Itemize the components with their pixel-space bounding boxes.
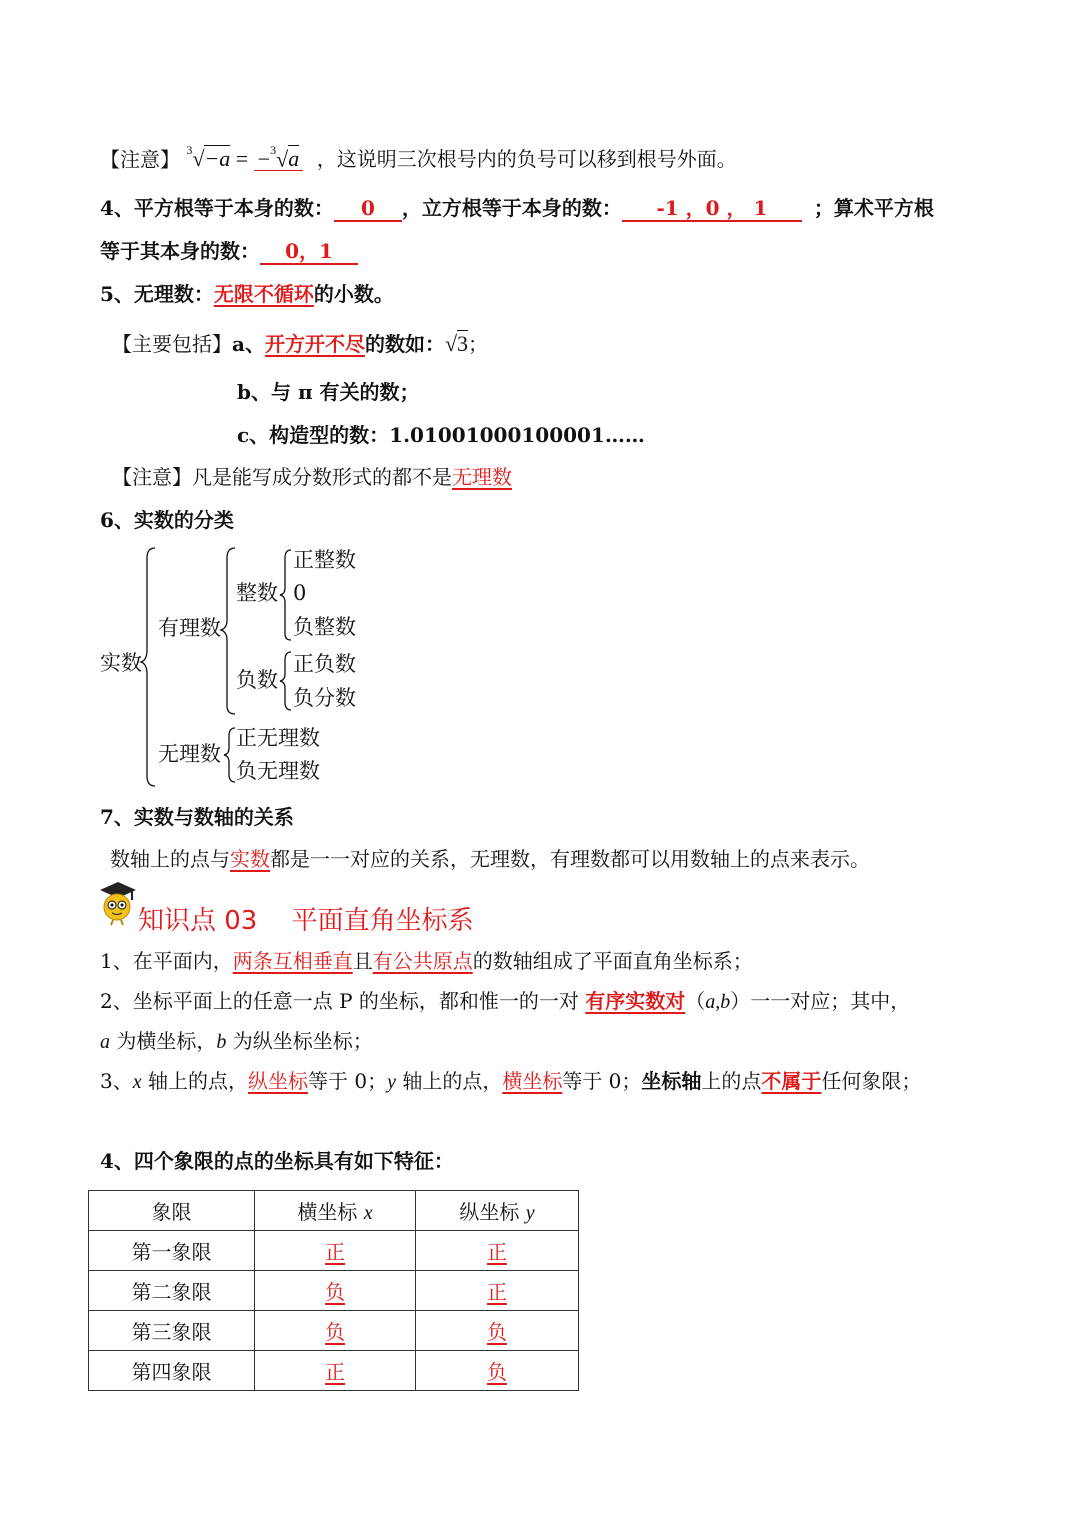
s3-item-1 bbox=[100, 951, 753, 971]
pair-open: （ bbox=[685, 989, 706, 1013]
irrational-def-highlight: 无限不循环 bbox=[213, 282, 314, 306]
includes-prefix: 【主要包括】 bbox=[112, 332, 232, 356]
s3-item-3-bold: 坐标轴 bbox=[641, 1069, 702, 1093]
section-title: 知识点 03 平面直角坐标系 bbox=[138, 906, 474, 936]
note2-highlight: 无理数 bbox=[452, 465, 512, 489]
var-a-text: 为横坐标， bbox=[110, 1029, 217, 1053]
tree-irrational: 无理数 bbox=[158, 742, 221, 766]
fraction-brace bbox=[280, 652, 291, 710]
sqrt-example bbox=[445, 330, 468, 356]
blank-cube-root: -1 ，0 ， 1 bbox=[622, 198, 802, 222]
tree-neg-irr: 负无理数 bbox=[236, 759, 320, 783]
includes-a-tail: 的数如： bbox=[364, 332, 445, 356]
root-index: 3 bbox=[186, 143, 193, 157]
item-4 bbox=[100, 198, 934, 222]
row-3-quadrant: 第三象限 bbox=[89, 1311, 255, 1351]
item-4-tail: ；算术平方根 bbox=[813, 196, 934, 220]
var-y: y bbox=[387, 1071, 396, 1093]
item-4-label: 4、平方根等于本身的数： bbox=[100, 196, 334, 220]
item-4-line2-text: 等于其本身的数： bbox=[100, 239, 260, 263]
note-prefix: 【注意】 bbox=[100, 147, 180, 172]
radical-sign-icon: √ bbox=[192, 146, 205, 172]
s3-item-3-h1: 纵坐标 bbox=[247, 1069, 308, 1093]
s3-item-4-label: 4、四个象限的点的坐标具有如下特征： bbox=[100, 1149, 454, 1173]
root-brace bbox=[141, 548, 155, 786]
row-2-quadrant: 第二象限 bbox=[89, 1271, 255, 1311]
classification-tree bbox=[95, 540, 395, 795]
tree-zero: 0 bbox=[293, 581, 307, 605]
header-x-var: x bbox=[363, 1202, 373, 1224]
radical-sign-icon: √ bbox=[444, 331, 458, 356]
rhs-index: 3 bbox=[270, 143, 277, 157]
rhs-radicand: a bbox=[288, 146, 300, 172]
item-7-pre: 数轴上的点与 bbox=[110, 847, 230, 871]
s3-item-3-t1: 轴上的点， bbox=[141, 1069, 248, 1093]
item-5-tail: 的小数。 bbox=[313, 282, 394, 306]
item-6-label: 6、实数的分类 bbox=[100, 508, 234, 532]
s3-item-1-pre: 1、在平面内， bbox=[100, 949, 233, 973]
row-4-quadrant: 第四象限 bbox=[89, 1351, 255, 1391]
header-quadrant bbox=[89, 1191, 255, 1231]
s3-item-1-mid: 且 bbox=[352, 949, 373, 973]
s3-item-2-line2 bbox=[100, 1031, 373, 1052]
note2-text: 凡是能写成分数形式的都不是 bbox=[192, 465, 452, 489]
tree-integer: 整数 bbox=[236, 581, 278, 605]
tree-neg-frac: 负分数 bbox=[293, 686, 356, 710]
item-4-line2 bbox=[100, 241, 358, 265]
tree-neg-int: 负整数 bbox=[293, 615, 356, 639]
var-x: x bbox=[132, 1071, 142, 1093]
tree-rational: 有理数 bbox=[158, 616, 221, 640]
item-7-tail: 都是一一对应的关系，无理数，有理数都可以用数轴上的点来表示。 bbox=[270, 847, 870, 871]
includes-b: b、与 π 有关的数； bbox=[237, 380, 420, 404]
rational-brace bbox=[221, 548, 235, 714]
row-4-y: 负 bbox=[487, 1360, 507, 1384]
item-5-label: 5、无理数： bbox=[100, 282, 214, 306]
irrational-brace bbox=[224, 728, 235, 782]
includes-c: c、构造型的数：1.01001000100001…… bbox=[237, 423, 645, 447]
s3-item-1-h1: 两条互相垂直 bbox=[232, 949, 353, 973]
pair-ab: a,b bbox=[705, 991, 731, 1013]
quadrant-table bbox=[88, 1190, 579, 1391]
pair-close: ）一一对应；其中， bbox=[730, 989, 911, 1013]
table-row bbox=[89, 1231, 579, 1271]
sqrt-example-value: 3 bbox=[457, 331, 469, 356]
header-y-var: y bbox=[525, 1202, 535, 1224]
blank-arith-root: 0，1 bbox=[260, 241, 358, 265]
table-row bbox=[89, 1271, 579, 1311]
var-b: b bbox=[216, 1031, 227, 1053]
item-7-highlight: 实数 bbox=[230, 847, 270, 871]
s3-item-1-h2: 有公共原点 bbox=[372, 949, 473, 973]
var-a: a bbox=[100, 1031, 110, 1053]
s3-item-2-highlight: 有序实数对 bbox=[585, 989, 686, 1013]
rhs-sign: − bbox=[257, 146, 271, 172]
s3-item-3-t6: 任何象限； bbox=[821, 1069, 922, 1093]
tree-root: 实数 bbox=[100, 651, 142, 675]
s3-item-2-pre: 2、坐标平面上的任意一点 P 的坐标，都和惟一的一对 bbox=[100, 989, 586, 1013]
s3-item-3-t2: 等于 0； bbox=[307, 1069, 388, 1093]
header-y bbox=[416, 1191, 579, 1231]
row-2-y: 正 bbox=[487, 1280, 507, 1304]
radical-sign-icon: √ bbox=[276, 146, 289, 172]
s3-item-3-t5: 上的点 bbox=[701, 1069, 762, 1093]
row-1-y: 正 bbox=[487, 1240, 507, 1264]
s3-item-3 bbox=[100, 1071, 921, 1092]
table-header-row bbox=[89, 1191, 579, 1231]
includes-a-end: ； bbox=[468, 332, 489, 356]
tree-fraction: 负数 bbox=[236, 668, 278, 692]
s3-item-2 bbox=[100, 991, 910, 1012]
table-row bbox=[89, 1311, 579, 1351]
s3-item-1-tail: 的数轴组成了平面直角坐标系； bbox=[472, 949, 753, 973]
table-row bbox=[89, 1351, 579, 1391]
includes-a-label: a、 bbox=[232, 332, 265, 356]
includes-a bbox=[112, 333, 488, 355]
s3-item-3-h3: 不属于 bbox=[761, 1069, 822, 1093]
var-b-text: 为纵坐标坐标； bbox=[226, 1029, 373, 1053]
rhs-blank bbox=[254, 143, 304, 172]
row-3-x: 负 bbox=[325, 1320, 345, 1344]
row-3-y: 负 bbox=[487, 1320, 507, 1344]
radicand: −a bbox=[204, 146, 231, 172]
integer-brace bbox=[280, 550, 291, 640]
row-2-x: 负 bbox=[325, 1280, 345, 1304]
note-cube-root bbox=[100, 143, 737, 172]
header-quadrant-text: 象限 bbox=[151, 1200, 192, 1224]
row-1-x: 正 bbox=[325, 1240, 345, 1264]
note2-prefix: 【注意】 bbox=[112, 465, 192, 489]
tree-pos-int: 正整数 bbox=[293, 548, 356, 572]
row-4-x: 正 bbox=[325, 1360, 345, 1384]
blank-square-root: 0 bbox=[334, 198, 402, 222]
row-1-quadrant: 第一象限 bbox=[89, 1231, 255, 1271]
s3-item-3-t3: 轴上的点， bbox=[395, 1069, 503, 1093]
equals-sign: = bbox=[235, 146, 249, 172]
tree-pos-frac: 正负数 bbox=[293, 652, 356, 676]
item-4-mid: ，立方根等于本身的数： bbox=[401, 196, 622, 220]
scholar-mascot-icon bbox=[96, 880, 138, 926]
header-y-text: 纵坐标 bbox=[459, 1200, 520, 1224]
cube-root-expression bbox=[186, 143, 308, 172]
item-7-body bbox=[110, 849, 870, 869]
header-x bbox=[255, 1191, 416, 1231]
s3-item-3-pre: 3、 bbox=[100, 1069, 133, 1093]
item-7-label: 7、实数与数轴的关系 bbox=[100, 805, 294, 829]
note-irrational bbox=[112, 467, 512, 487]
s3-item-3-t4: 等于 0； bbox=[562, 1069, 642, 1093]
item-5 bbox=[100, 284, 394, 304]
tree-pos-irr: 正无理数 bbox=[236, 726, 320, 750]
includes-a-highlight: 开方开不尽 bbox=[264, 332, 365, 356]
s3-item-3-h2: 横坐标 bbox=[502, 1069, 563, 1093]
note-text: ，这说明三次根号内的负号可以移到根号外面。 bbox=[316, 147, 737, 172]
header-x-text: 横坐标 bbox=[297, 1200, 358, 1224]
